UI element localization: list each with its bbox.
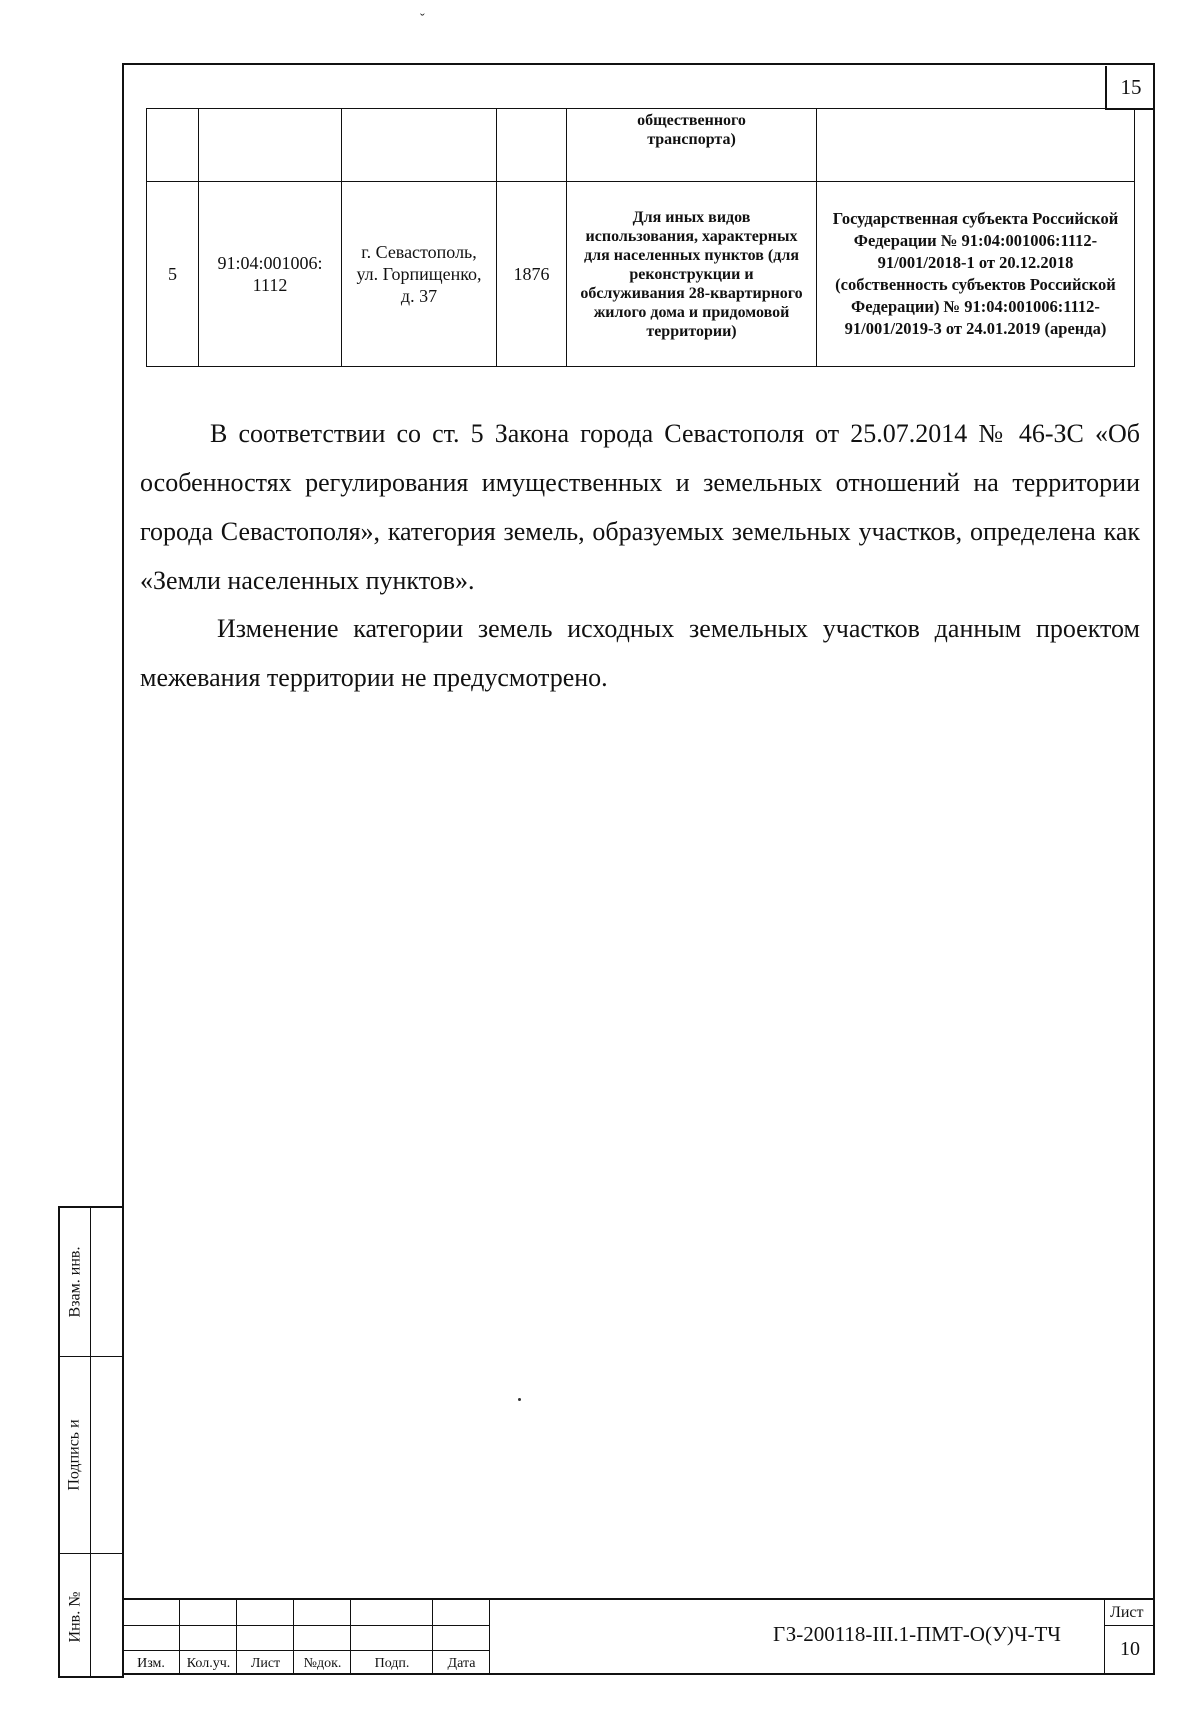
area-cell [497,109,567,182]
title-block [122,1598,1155,1675]
col-kol-uch: Кол.уч. [186,1656,231,1671]
table-row [147,182,1135,367]
area-cell: 1876 [497,182,567,367]
document-code: ГЗ-200118-III.1-ПМТ-О(У)Ч-ТЧ [773,1622,1061,1646]
body-paragraph: В соответствии со ст. 5 Закона города Севастополя от 25.07.2014 № 46-ЗС «Об особенностях регулирования имущественных и земельных отношений на территории города Севастополя», категория земель, образуемых земельных участков, определена как «Земли населенных пунктов». [140,419,1140,595]
col-izm: Изм. [137,1656,165,1671]
row-number-cell [147,109,199,182]
sheet-number: 10 [1120,1638,1140,1660]
col-podp: Подп. [374,1656,410,1671]
land-plot-table [146,108,1135,367]
cadastral-number-cell [199,109,342,182]
cadastral-number-cell: 91:04:001006: 1112 [199,182,342,367]
rights-cell [817,109,1135,182]
col-list: Лист [250,1656,281,1671]
col-data: Дата [447,1656,476,1671]
side-stamp [58,1206,124,1678]
podpis-label [60,1356,90,1553]
address-cell: г. Севастополь, ул. Горпищенко, д. 37 [342,182,497,367]
scan-dot [518,1398,521,1401]
permitted-use-cell: общественного транспорта) [567,109,817,182]
table-row [147,109,1135,182]
vzam-inv-label [60,1208,90,1356]
address-cell [342,109,497,182]
top-page-number: 15 [1105,66,1155,110]
inv-no-text: Инв. № [66,1591,83,1642]
scan-mark: ˇ [420,12,425,27]
row-number-cell: 5 [147,182,199,367]
body-paragraph: Изменение категории земель исходных земельных участков данным проектом межевания территории не предусмотрено. [140,614,1140,692]
podpis-text: Подпись и [66,1418,84,1491]
col-ndok: №док. [303,1656,342,1671]
rights-cell: Государственная субъекта Российской Федерации № 91:04:001006:1112-91/001/2018-1 от 20.12.2018 (собственность субъектов Российской Федерации) № 91:04:001006:1112-91/001/2019-3 от 24.01.2019 (аренда) [817,182,1135,367]
sheet-label: Лист [1110,1604,1144,1621]
permitted-use-cell: Для иных видов использования, характерных для населенных пунктов (для реконструкции и обслуживания 28-квартирного жилого дома и придомовой территории) [567,182,817,367]
inv-no-label [60,1553,90,1680]
vzam-inv-text: Взам. инв. [66,1246,83,1318]
